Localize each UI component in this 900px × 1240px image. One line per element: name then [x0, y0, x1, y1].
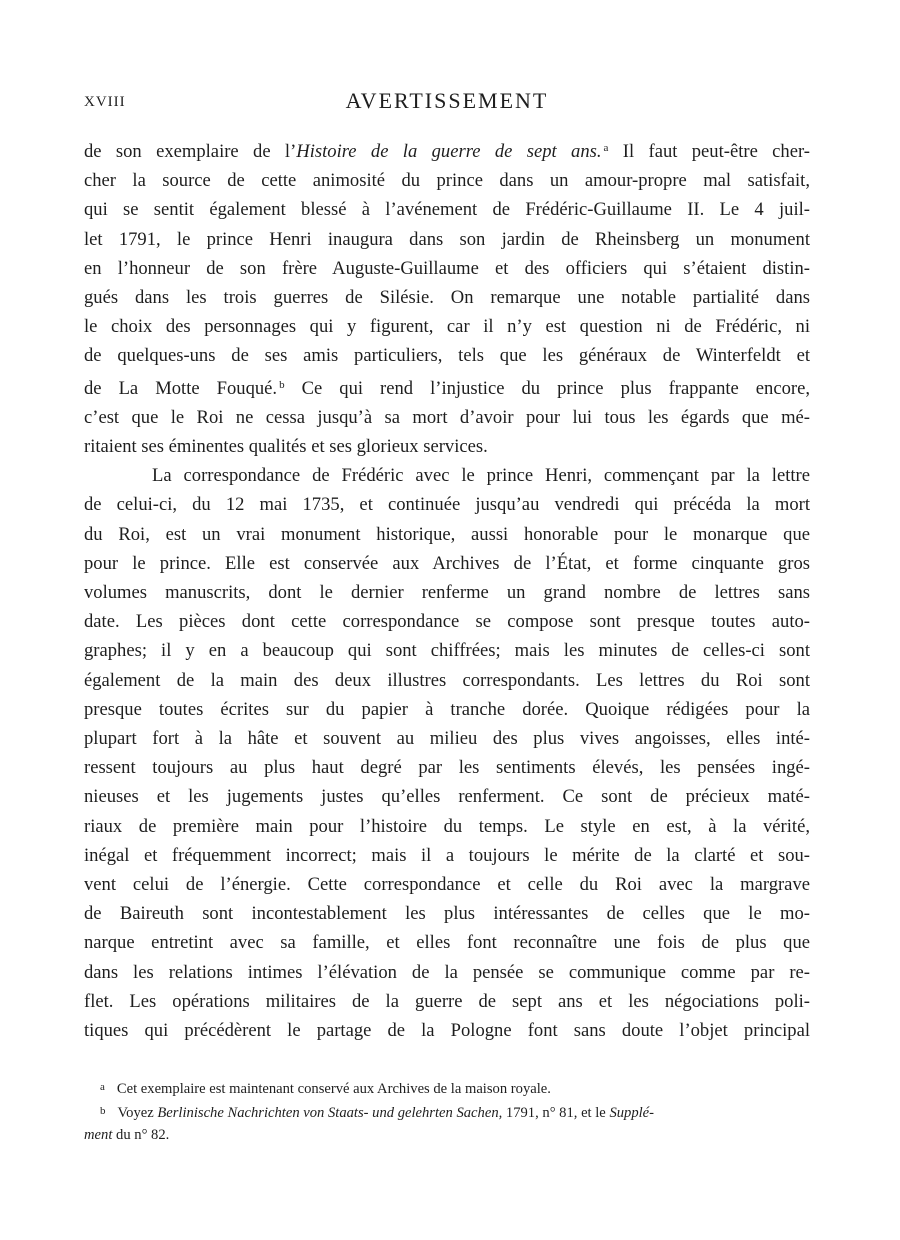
text-line: qui se sentit également blessé à l’avénement de Frédéric-Guillaume II. Le 4 juil-	[84, 199, 810, 221]
text-line: c’est que le Roi ne cessa jusqu’à sa mort d’avoir pour lui tous les égards que mé-	[84, 406, 810, 428]
text-line: de celui-ci, du 12 mai 1735, et continuée jusqu’au vendredi qui précéda la mort	[84, 494, 810, 516]
italic-supplement: Supplé-	[609, 1105, 655, 1121]
text-line: graphes; il y en a beaucoup qui sont chiffrées; mais les minutes de celles-ci sont	[84, 640, 810, 662]
text-line: let 1791, le prince Henri inaugura dans son jardin de Rheinsberg un monument	[84, 228, 810, 250]
paragraph-1	[84, 134, 810, 461]
page-number: XVIII	[84, 94, 126, 110]
italic-title: Histoire de la guerre de sept ans.	[296, 141, 602, 162]
footnote-ref-a: a	[603, 142, 609, 154]
text-line: presque toutes écrites sur du papier à tranche dorée. Quoique rédigées pour la	[84, 698, 810, 720]
text-line: tiques qui précédèrent le partage de la Pologne font sans doute l’objet principal	[84, 1020, 810, 1042]
text-line: narque entretint avec sa famille, et elles font reconnaître une fois de plus que	[84, 932, 810, 954]
paragraph-2	[84, 461, 810, 1045]
text-line: de La Motte Fouqué. $^b$ Ce qui rend l’injustice du prince plus frappante encore,	[84, 377, 811, 399]
text-line: en l’honneur de son frère Auguste-Guillaume et des officiers qui s’étaient distin-	[84, 257, 810, 279]
text-line: flet. Les opérations militaires de la guerre de sept ans et les négociations poli-	[84, 990, 810, 1012]
text-line: pour le prince. Elle est conservée aux Archives de l’État, et forme cinquante gros	[84, 552, 810, 574]
footnote-mark: a	[100, 1081, 105, 1093]
italic-source-title: Berlinische Nachrichten von Staats- und gelehrten Sachen,	[157, 1105, 503, 1121]
text-line: riaux de première main pour l’histoire du temps. Le style en est, à la vérité,	[84, 815, 810, 837]
footnotes	[84, 1076, 810, 1146]
text-line: ressent toujours au plus haut degré par les sentiments élevés, les pensées ingé-	[84, 757, 810, 779]
running-head	[84, 90, 810, 120]
page-heading: AVERTISSEMENT	[345, 88, 549, 113]
footnote-ref-b: b	[279, 378, 285, 391]
text-line: le choix des personnages qui y figurent, car il n’y est question ni de Frédéric, ni	[84, 316, 810, 338]
text-line-last: ritaient ses éminentes qualités et ses glorieux services.	[84, 436, 488, 458]
footnote-continuation: ment du n° 82.	[84, 1127, 170, 1143]
footnote-a	[100, 1076, 810, 1100]
text-line: plupart fort à la hâte et souvent au milieu des plus vives angoisses, elles inté-	[84, 728, 810, 750]
footnote-b: $^b$ Voyez Berlinische Nachrichten von Staats- und gelehrten Sachen, 1791, n° 81, et le Supplé- ment du n° 82.	[84, 1105, 655, 1143]
text-line: nieuses et les jugements justes qu’elles renferment. Ce sont de précieux maté-	[84, 786, 810, 808]
text-line: date. Les pièces dont cette correspondance se compose sont presque toutes auto-	[84, 611, 810, 633]
text-line: vent celui de l’énergie. Cette correspondance et celle du Roi avec la margrave	[84, 874, 810, 896]
text-line: de son exemplaire de l’Histoire de la guerre de sept ans. $^a$ Il faut peut-être cher-	[84, 141, 810, 162]
body-text	[84, 134, 810, 1045]
text-line: dans les relations intimes l’élévation de la pensée se communique comme par re-	[84, 961, 810, 983]
text-line: de quelques-uns de ses amis particuliers, tels que les généraux de Winterfeldt et	[84, 345, 810, 367]
text-line: également de la main des deux illustres correspondants. Les lettres du Roi sont	[84, 669, 810, 691]
text-line: La correspondance de Frédéric avec le prince Henri, commençant par la lettre	[152, 465, 810, 487]
text-line: de Baireuth sont incontestablement les plus intéressantes de celles que le mo-	[84, 903, 810, 925]
text-line: du Roi, est un vrai monument historique, aussi honorable pour le monarque que	[84, 523, 810, 545]
footnote-mark: b	[100, 1105, 106, 1117]
footnote-text: Cet exemplaire est maintenant conservé aux Archives de la maison royale.	[116, 1081, 551, 1097]
text-line: volumes manuscrits, dont le dernier renferme un grand nombre de lettres sans	[84, 582, 810, 604]
text-line: cher la source de cette animosité du prince dans un amour-propre mal satisfait,	[84, 170, 810, 192]
text-line: gués dans les trois guerres de Silésie. On remarque une notable partialité dans	[84, 287, 810, 309]
text-line: inégal et fréquemment incorrect; mais il a toujours le mérite de la clarté et sou-	[84, 844, 810, 866]
